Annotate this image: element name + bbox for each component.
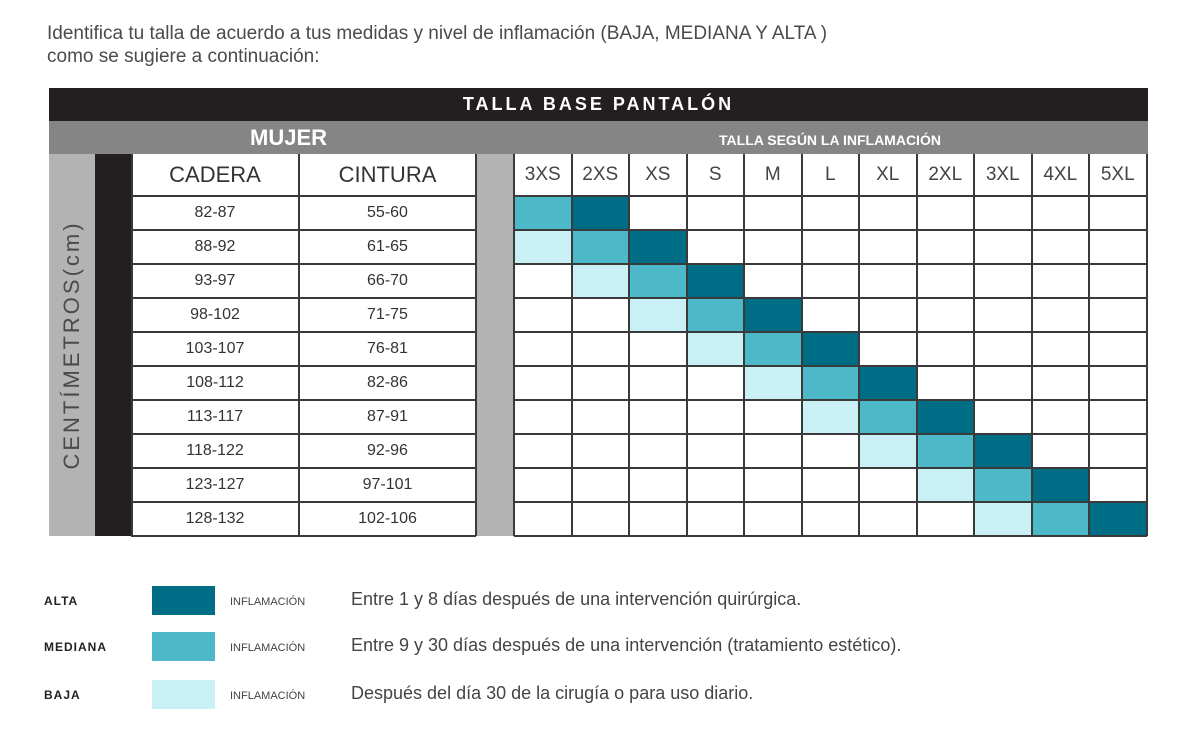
grid-line-horizontal [131, 433, 476, 435]
row-waist-value: 71-75 [367, 306, 408, 323]
row-hip-value: 123-127 [185, 476, 245, 493]
row-size-number: 6 [9, 237, 18, 254]
inflammation-cell-medium [572, 230, 630, 264]
size-header-s: S [708, 164, 722, 185]
grid-line-vertical [513, 154, 515, 536]
inflammation-cell-medium [859, 400, 917, 434]
inflammation-cell-low [629, 298, 687, 332]
legend-level-name: BAJA [44, 688, 81, 702]
grid-line-horizontal [131, 365, 476, 367]
row-hip-value: 118-122 [186, 442, 244, 459]
grid-line-horizontal [131, 263, 476, 265]
row-hip-value: 128-132 [185, 510, 245, 527]
inflammation-cell-low [514, 230, 572, 264]
row-waist-value: 102-106 [358, 510, 417, 527]
inflammation-cell-medium [629, 264, 687, 298]
legend-inflamacion-label: INFLAMACIÓN [230, 596, 306, 608]
size-header-3xs: 3XS [524, 164, 561, 185]
grid-line-horizontal [514, 467, 1147, 469]
grid-line-horizontal [514, 331, 1147, 333]
row-waist-value: 55-60 [367, 204, 408, 221]
inflammation-cell-high [1089, 502, 1147, 536]
grid-line-horizontal [514, 399, 1147, 401]
legend-level-name: ALTA [44, 594, 79, 608]
row-waist-value: 66-70 [367, 272, 408, 289]
legend-level-name: MEDIANA [44, 640, 107, 654]
inflammation-cell-high [1032, 468, 1090, 502]
grid-line-horizontal [131, 535, 476, 537]
size-header-m: M [764, 164, 781, 185]
row-size-number: 10 [9, 339, 26, 356]
inflammation-cell-medium [687, 298, 745, 332]
inflammation-cell-high [859, 366, 917, 400]
grid-line-horizontal [514, 501, 1147, 503]
grid-line-horizontal [514, 433, 1147, 435]
row-hip-value: 82-87 [194, 204, 236, 221]
size-header-l: L [824, 164, 836, 185]
grid-line-vertical [1088, 154, 1090, 536]
row-waist-value: 76-81 [367, 340, 408, 357]
grid-line-vertical [973, 154, 975, 536]
size-header-2xl: 2XL [928, 164, 963, 185]
grid-line-vertical [475, 154, 477, 536]
size-header-3xl: 3XL [985, 164, 1020, 185]
grid-line-vertical [628, 154, 630, 536]
inflammation-cell-medium [917, 434, 975, 468]
row-waist-value: 92-96 [367, 442, 408, 459]
grid-line-vertical [298, 154, 300, 536]
inflammation-cell-medium [802, 366, 860, 400]
size-header-xl: XL [876, 164, 900, 185]
row-hip-value: 113-117 [186, 408, 244, 425]
grid-line-horizontal [514, 365, 1147, 367]
grid-line-horizontal [131, 331, 476, 333]
inflammation-cell-low [802, 400, 860, 434]
inflammation-cell-low [572, 264, 630, 298]
grid-line-vertical [1146, 154, 1148, 536]
inflammation-cell-high [917, 400, 975, 434]
table-title: TALLA BASE PANTALÓN [49, 88, 1148, 121]
grid-line-horizontal [131, 501, 476, 503]
size-number-column [95, 154, 131, 536]
intro-line-2: como se sugiere a continuación: [47, 46, 320, 67]
inflammation-cell-low [859, 434, 917, 468]
row-size-number: 20 [9, 509, 26, 526]
row-size-number: 14 [9, 407, 26, 424]
inflammation-cell-low [974, 502, 1032, 536]
grid-line-horizontal [131, 467, 476, 469]
grid-line-vertical [131, 154, 133, 536]
grid-line-horizontal [514, 535, 1147, 537]
inflammation-cell-high [572, 196, 630, 230]
legend-description: Entre 9 y 30 días después de una intervención (tratamiento estético). [351, 635, 902, 655]
grid-line-horizontal [514, 297, 1147, 299]
grid-line-vertical [858, 154, 860, 536]
row-hip-value: 88-92 [194, 238, 236, 255]
row-waist-value: 61-65 [367, 238, 408, 255]
inflammation-cell-high [744, 298, 802, 332]
inflammation-cell-high [629, 230, 687, 264]
grid-line-vertical [916, 154, 918, 536]
row-hip-value: 98-102 [190, 306, 240, 323]
legend-color-swatch [152, 586, 215, 615]
inflammation-cell-high [974, 434, 1032, 468]
legend-inflamacion-label: INFLAMACIÓN [230, 690, 306, 702]
separator-band [476, 154, 514, 536]
intro-line-1: Identifica tu talla de acuerdo a tus medidas y nivel de inflamación (BAJA, MEDIANA Y ALTA ) [47, 23, 828, 44]
row-waist-value: 97-101 [362, 476, 413, 493]
grid-line-horizontal [514, 263, 1147, 265]
row-hip-value: 103-107 [185, 340, 245, 357]
inflammation-cell-high [687, 264, 745, 298]
column-header-hip: CADERA [169, 162, 261, 187]
row-waist-value: 82-86 [367, 374, 408, 391]
row-hip-value: 93-97 [194, 272, 236, 289]
intro-text [47, 22, 1147, 68]
grid-line-vertical [571, 154, 573, 536]
size-header-5xl: 5XL [1100, 164, 1135, 185]
inflammation-cell-low [687, 332, 745, 366]
row-size-number: 12 [9, 373, 26, 390]
inflammation-cell-medium [1032, 502, 1090, 536]
vertical-label-text: CENTÍMETROS(cm) [59, 220, 84, 470]
inflammation-cell-high [802, 332, 860, 366]
column-header-waist: CINTURA [338, 162, 437, 187]
grid-line-horizontal [131, 297, 476, 299]
size-header-2xs: 2XS [582, 164, 619, 185]
inflammation-cell-low [744, 366, 802, 400]
row-size-number: 18 [9, 475, 26, 492]
grid-line-horizontal [131, 229, 476, 231]
grid-line-vertical [743, 154, 745, 536]
inflammation-cell-medium [514, 196, 572, 230]
legend-description: Entre 1 y 8 días después de una intervención quirúrgica. [351, 589, 802, 609]
inflammation-cell-low [917, 468, 975, 502]
inflammation-cell-medium [974, 468, 1032, 502]
size-header-xs: XS [645, 164, 671, 185]
row-size-number: 5 [9, 203, 18, 220]
grid-line-horizontal [514, 195, 1147, 197]
grid-line-vertical [801, 154, 803, 536]
row-size-number: 16 [9, 441, 26, 458]
grid-line-horizontal [514, 229, 1147, 231]
inflammation-cell-medium [744, 332, 802, 366]
grid-line-horizontal [131, 195, 476, 197]
legend-inflamacion-label: INFLAMACIÓN [230, 642, 306, 654]
grid-line-horizontal [131, 399, 476, 401]
size-section-label: TALLA SEGÚN LA INFLAMACIÓN [719, 132, 941, 148]
gender-label: MUJER [250, 125, 328, 150]
legend-color-swatch [152, 632, 215, 661]
legend-color-swatch [152, 680, 215, 709]
grid-line-vertical [1031, 154, 1033, 536]
row-hip-value: 108-112 [186, 374, 244, 391]
size-header-4xl: 4XL [1043, 164, 1078, 185]
legend-description: Después del día 30 de la cirugía o para uso diario. [351, 683, 754, 703]
row-size-number: 8 [9, 305, 18, 322]
row-size-number: 7 [9, 271, 18, 288]
grid-line-vertical [686, 154, 688, 536]
row-waist-value: 87-91 [367, 408, 408, 425]
